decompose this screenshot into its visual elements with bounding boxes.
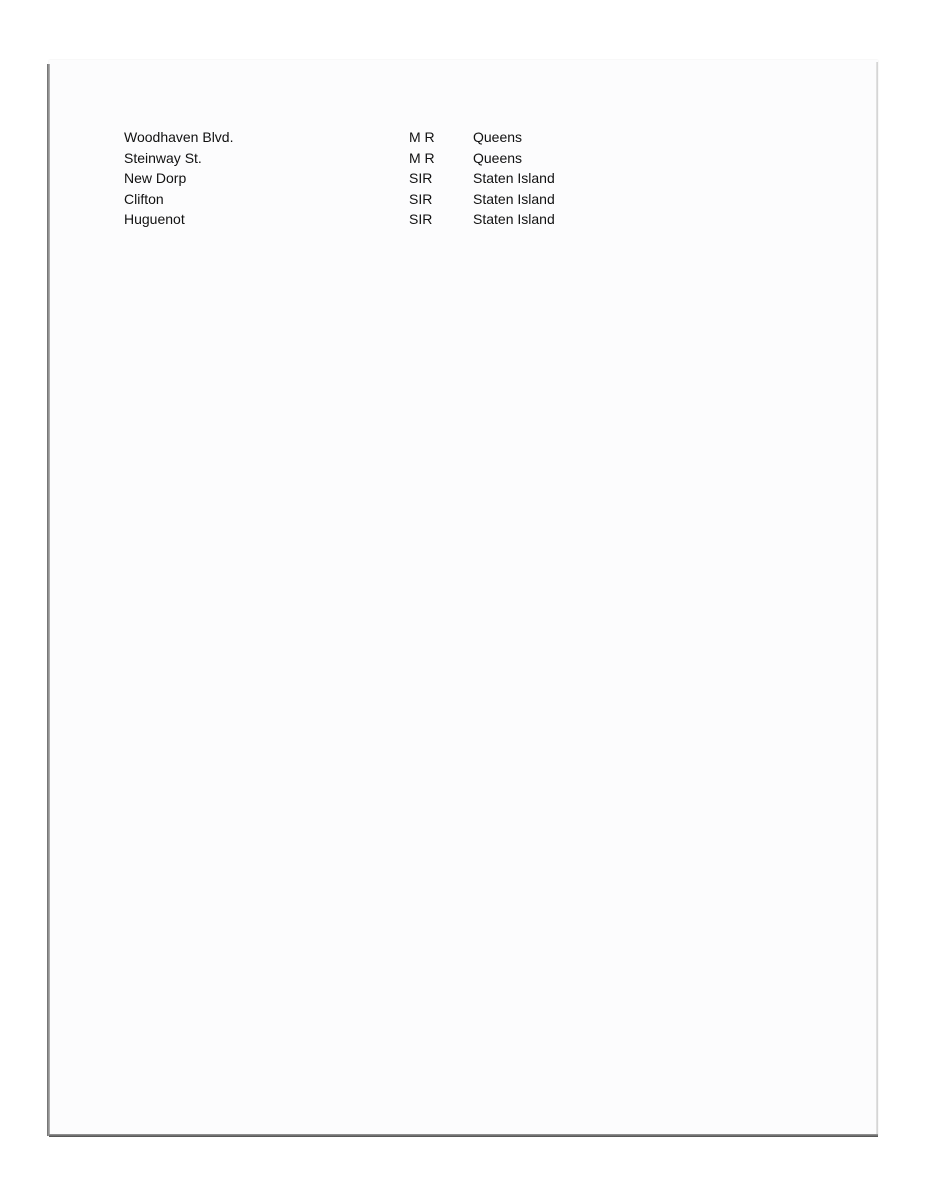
station-borough: Queens bbox=[473, 129, 523, 145]
station-name: Steinway St. bbox=[124, 149, 202, 166]
station-borough: Staten Island bbox=[473, 190, 555, 207]
station-name: Woodhaven Blvd. bbox=[124, 129, 234, 145]
station-lines: M R bbox=[409, 149, 435, 166]
station-row bbox=[124, 209, 644, 230]
station-lines: SIR bbox=[409, 211, 433, 227]
station-lines: M R bbox=[409, 129, 435, 145]
station-lines: SIR bbox=[409, 170, 433, 186]
paper-bottom-edge bbox=[49, 1134, 878, 1137]
station-row bbox=[124, 168, 644, 189]
station-row bbox=[124, 189, 644, 210]
station-borough: Staten Island bbox=[473, 170, 555, 186]
paper-left-edge bbox=[47, 64, 50, 1136]
station-row bbox=[124, 127, 644, 148]
station-borough: Queens bbox=[473, 149, 523, 166]
station-borough: Staten Island bbox=[473, 211, 555, 227]
paper-right-edge bbox=[876, 62, 878, 1136]
station-name: Clifton bbox=[124, 190, 164, 207]
station-name: Huguenot bbox=[124, 211, 185, 227]
station-lines: SIR bbox=[409, 190, 433, 207]
station-name: New Dorp bbox=[124, 170, 187, 186]
station-row bbox=[124, 148, 644, 169]
station-list bbox=[124, 127, 644, 230]
